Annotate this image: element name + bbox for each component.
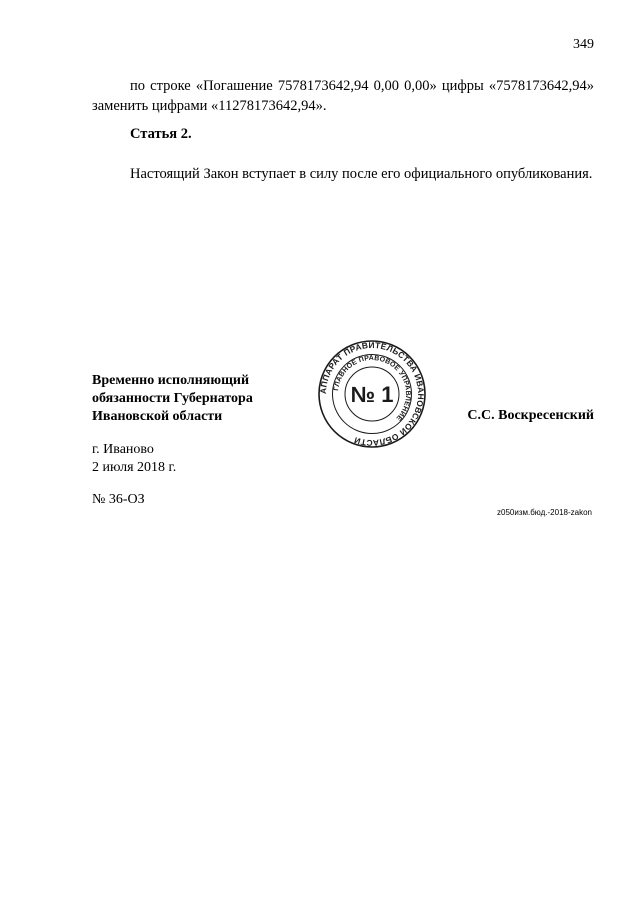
amendment-paragraph: по строке «Погашение 7578173642,94 0,00 0,00» цифры «7578173642,94» заменить цифрами «11278173642,94». bbox=[92, 78, 594, 114]
page-number: 349 bbox=[573, 37, 594, 52]
signer-title bbox=[92, 372, 253, 426]
article-heading: Статья 2. bbox=[130, 126, 192, 142]
place-and-date bbox=[92, 441, 176, 477]
seal-outer-text: АППАРАТ ПРАВИТЕЛЬСТВА ИВАНОВСКОЙ ОБЛАСТИ bbox=[317, 339, 427, 449]
effective-date-paragraph: Настоящий Закон вступает в силу после его официального опубликования. bbox=[130, 166, 593, 182]
signer-title-line-3: Ивановской области bbox=[92, 409, 223, 424]
seal-center-number: № 1 bbox=[350, 382, 394, 407]
signer-title-line-1: Временно исполняющий bbox=[92, 373, 250, 388]
signing-date: 2 июля 2018 г. bbox=[92, 460, 177, 475]
file-reference: z050изм.бюд.-2018-zakon bbox=[497, 508, 592, 517]
law-number: № 36-ОЗ bbox=[92, 492, 145, 507]
seal-inner-text: ГЛАВНОЕ ПРАВОВОЕ УПРАВЛЕНИЕ bbox=[333, 354, 412, 422]
official-seal-icon bbox=[317, 339, 427, 449]
signer-title-line-2: обязанности Губернатора bbox=[92, 391, 253, 406]
signing-place: г. Иваново bbox=[92, 442, 154, 457]
signer-name: С.С. Воскресенский bbox=[467, 408, 594, 423]
